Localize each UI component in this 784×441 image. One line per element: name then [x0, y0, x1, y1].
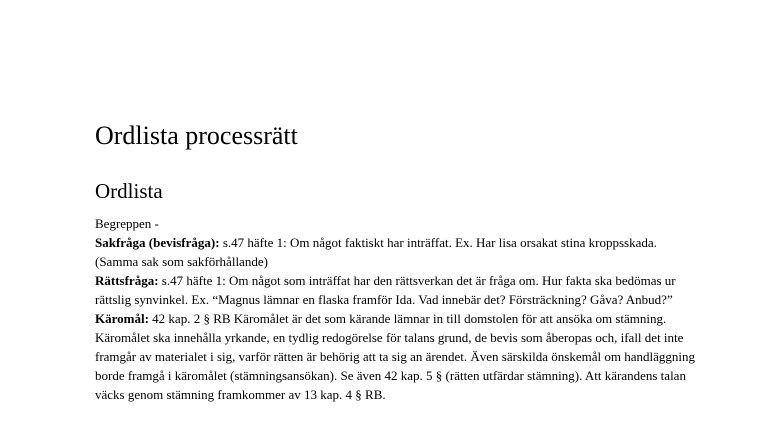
page-title: Ordlista processrätt [95, 121, 298, 150]
intro-text: Begreppen - [95, 216, 159, 231]
glossary-term: Rättsfråga: [95, 273, 159, 288]
section-heading: Ordlista [95, 179, 163, 203]
glossary-entry-karomal [95, 309, 695, 404]
glossary-definition: s.47 häfte 1: Om något som inträffat har den rättsverkan det är fråga om. Hur fakta ska bedömas ur rättslig synvinkel. Ex. “Magnus lämnar en flaska framför Ida. Vad innebär det? Försträckning? Gåva? Anbud?” [95, 273, 676, 307]
glossary-term: Sakfråga (bevisfråga): [95, 235, 220, 250]
glossary-entry-rattsfraga [95, 271, 695, 309]
glossary-term: Käromål: [95, 311, 149, 326]
glossary-entry-sakfraga [95, 233, 695, 271]
glossary-body [95, 214, 695, 404]
glossary-definition: s.47 häfte 1: Om något faktiskt har inträffat. Ex. Har lisa orsakat stina kroppsskada. (Samma sak som sakförhållande) [95, 235, 657, 269]
glossary-definition: 42 kap. 2 § RB Käromålet är det som kärande lämnar in till domstolen för att ansöka om stämning. Käromålet ska innehålla yrkande, en tydlig redogörelse för talans grund, de bevis som åberopas och, ifall det inte framgår av materialet i sig, varför rätten är behörig att ta sig an ärendet. Även särskilda önskemål om handläggning borde framgå i käromålet (stämningsansökan). Se även 42 kap. 5 § (rätten utfärdar stämning). Att kärandens talan väcks genom stämning framkommer av 13 kap. 4 § RB. [95, 311, 695, 402]
